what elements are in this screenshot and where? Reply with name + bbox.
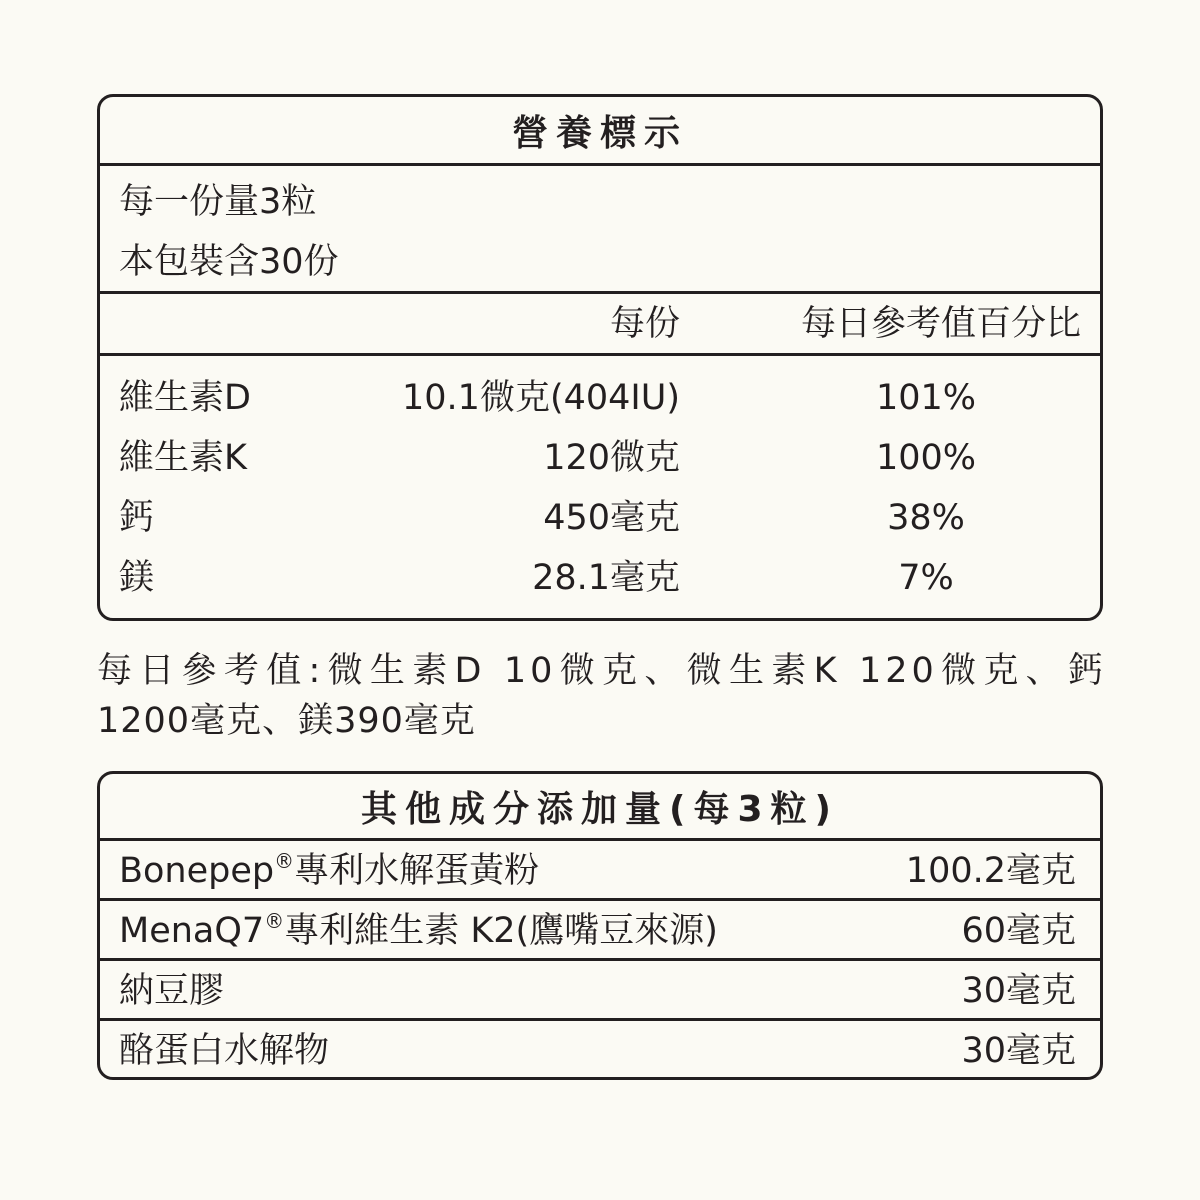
registered-mark: ® [274, 849, 295, 873]
footnote-line-2: 1200毫克、鎂390毫克 [97, 701, 476, 741]
nutrient-name: 鎂 [119, 558, 155, 598]
nutrient-percent: 100% [875, 438, 977, 478]
ingredient-row-menaq7 [100, 901, 1100, 961]
nutrient-row-vitamin-k [100, 428, 1100, 488]
nutrient-amount: 120微克 [543, 438, 680, 478]
column-per-serving: 每份 [609, 304, 680, 344]
daily-reference-footnote [97, 646, 1107, 746]
ingredient-desc: 專利維生素 K2(鷹嘴豆來源) [284, 911, 718, 951]
nutrient-name: 維生素K [119, 438, 247, 478]
ingredient-name [119, 851, 539, 891]
nutrient-row-magnesium [100, 548, 1100, 608]
ingredient-name: 納豆膠 [119, 971, 225, 1011]
ingredient-desc: 專利水解蛋黃粉 [294, 851, 540, 891]
ingredient-amount: 100.2毫克 [905, 851, 1076, 891]
nutrient-row-vitamin-d [100, 368, 1100, 428]
nutrition-title: 營養標示 [100, 97, 1100, 166]
nutrient-name: 維生素D [119, 378, 251, 418]
ingredient-name: 酪蛋白水解物 [119, 1031, 330, 1071]
ingredient-row-natto-gum [100, 961, 1100, 1021]
additives-title: 其他成分添加量(每3粒) [100, 774, 1100, 841]
ingredient-brand: Bonepep [119, 851, 275, 891]
footnote-line-1: 每日參考值:微生素D 10微克、微生素K 120微克、鈣 [97, 651, 1107, 691]
serving-info [100, 166, 1100, 294]
nutrient-amount: 28.1毫克 [532, 558, 680, 598]
serving-size: 每一份量3粒 [119, 182, 317, 222]
nutrition-facts-table [97, 94, 1103, 621]
nutrient-amount: 450毫克 [543, 498, 680, 538]
column-daily-value-percent: 每日參考值百分比 [800, 304, 1081, 344]
nutrient-percent: 7% [898, 558, 954, 598]
nutrient-percent: 101% [875, 378, 977, 418]
ingredient-brand: MenaQ7 [119, 911, 265, 951]
nutrient-percent: 38% [887, 498, 965, 538]
nutrient-name: 鈣 [119, 498, 155, 538]
other-ingredients-table [97, 771, 1103, 1080]
servings-per-pack: 本包裝含30份 [119, 242, 339, 282]
nutrient-amount: 10.1微克(404IU) [402, 378, 680, 418]
ingredient-name [119, 911, 718, 951]
registered-mark: ® [264, 909, 285, 933]
ingredient-amount: 30毫克 [961, 971, 1076, 1011]
column-header-row [100, 294, 1100, 356]
nutrient-list [100, 356, 1100, 616]
ingredient-amount: 60毫克 [961, 911, 1076, 951]
nutrient-row-calcium [100, 488, 1100, 548]
ingredient-amount: 30毫克 [961, 1031, 1076, 1071]
ingredient-row-bonepep [100, 841, 1100, 901]
ingredient-row-casein-hydrolysate [100, 1021, 1100, 1080]
